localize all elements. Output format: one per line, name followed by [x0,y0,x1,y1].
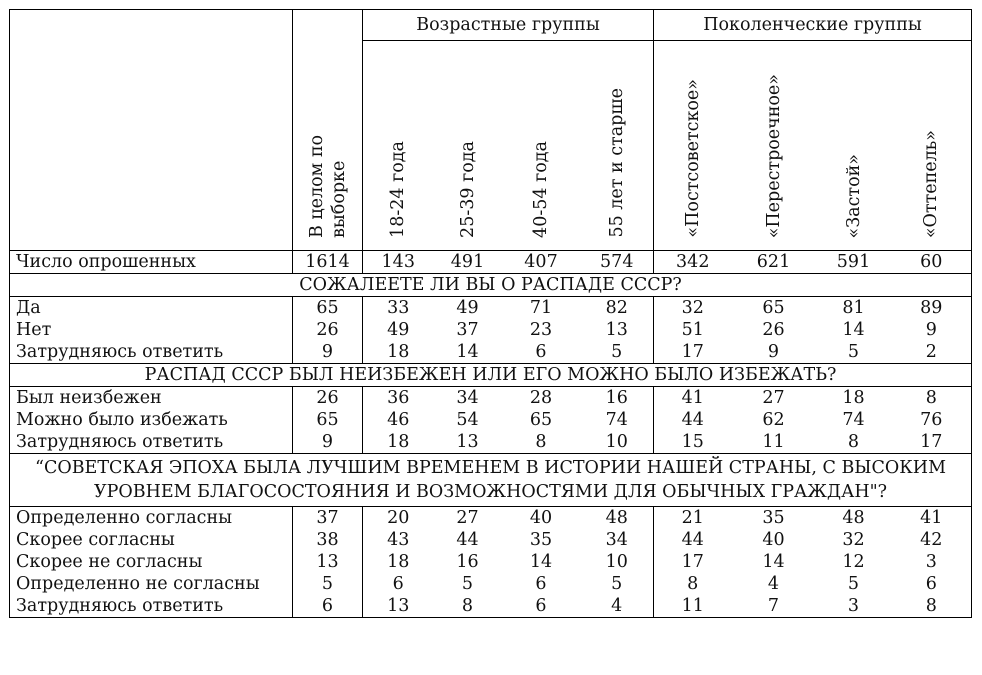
table-row [10,319,972,341]
cell-value: 18 [387,552,410,572]
cell-value: 65 [529,410,553,430]
section-header-inevitable [10,364,972,387]
table-row [10,297,972,320]
cell-value: 44 [456,530,479,550]
cell-value: 407 [502,251,581,274]
cell-value: 6 [502,595,581,618]
section-title-line-1: “СОВЕТСКАЯ ЭПОХА БЫЛА ЛУЧШИМ ВРЕМЕНЕМ В ИСТОРИИ НАШЕЙ СТРАНЫ, С ВЫСОКИМ [35,458,946,478]
cell-value: 65 [293,409,363,431]
cell-value: 1614 [293,251,363,274]
cell-value: 9 [892,319,972,341]
cell-value: 42 [892,529,972,551]
cell-value: 89 [892,297,972,320]
cell-value: 591 [816,251,892,274]
cell-value: 40 [762,530,785,550]
header-row-groups [10,10,972,41]
survey-table [9,9,972,618]
cell-value: 6 [892,573,972,595]
cell-value: 5 [461,574,474,594]
header-col-label: «Оттепель» [921,129,942,238]
cell-value: 44 [681,410,704,430]
header-col-18-24 [363,41,434,251]
cell-value: 26 [762,320,785,340]
header-col-label: 25-39 года [457,141,478,238]
cell-value: 8 [892,595,972,618]
cell-value: 4 [767,574,780,594]
cell-value: 51 [681,320,704,340]
cell-value: 49 [387,320,410,340]
cell-value: 10 [581,431,654,454]
cell-value: 35 [529,530,553,550]
header-col-label: 40-54 года [531,141,551,238]
cell-value: 33 [387,298,410,318]
cell-value: 7 [732,595,816,618]
section-title: РАСПАД СССР БЫЛ НЕИЗБЕЖЕН ИЛИ ЕГО МОЖНО БЫЛО ИЗБЕЖАТЬ? [10,364,972,387]
table-row [10,409,972,431]
header-col-zastoy [816,41,892,251]
cell-value: 34 [456,388,479,408]
table-row [10,387,972,410]
cell-value: 18 [387,432,410,452]
cell-value: 621 [732,251,816,274]
cell-value: 74 [581,409,654,431]
cell-value: 41 [892,507,972,530]
cell-value: 48 [842,508,865,528]
table-row [10,529,972,551]
section-title-line-2: УРОВНЕМ БЛАГОСОСТОЯНИЯ И ВОЗМОЖНОСТЯМИ ДЛЯ ОБЫЧНЫХ ГРАЖДАН"? [93,482,888,502]
cell-value: 12 [842,552,865,572]
cell-value: 27 [456,508,479,528]
cell-value: 71 [529,298,553,318]
row-label: Определенно не согласны [10,573,293,595]
header-col-postsoviet [654,41,732,251]
section-header-soviet-era [10,454,972,507]
table-row-respondents [10,251,972,274]
header-col-label: «Постсоветское» [682,79,703,238]
header-col-total [293,10,363,251]
row-label: Нет [10,319,293,341]
header-col-25-39 [434,41,502,251]
cell-value: 43 [387,530,410,550]
cell-value: 2 [892,341,972,364]
cell-value: 6 [535,574,547,594]
cell-value: 17 [681,552,704,572]
section-title [10,454,972,507]
cell-value: 6 [392,574,404,594]
cell-value: 74 [842,410,865,430]
cell-value: 3 [816,595,892,618]
cell-value: 9 [767,342,780,362]
cell-value: 5 [847,574,860,594]
header-col-label: «Застой» [843,153,864,238]
cell-value: 8 [687,574,699,594]
table-row [10,595,972,618]
cell-value: 8 [434,595,502,618]
table-row [10,431,972,454]
cell-value: 14 [762,552,785,572]
cell-value: 76 [892,409,972,431]
cell-value: 62 [762,410,785,430]
cell-value: 38 [293,529,363,551]
cell-value: 18 [842,388,865,408]
row-label: Был неизбежен [10,387,293,410]
cell-value: 23 [529,320,553,340]
cell-value: 4 [581,595,654,618]
cell-value: 81 [842,298,865,318]
cell-value: 37 [456,320,479,340]
row-label: Затрудняюсь ответить [10,595,293,618]
cell-value: 8 [892,387,972,410]
cell-value: 5 [293,573,363,595]
cell-value: 34 [581,529,654,551]
row-label: Определенно согласны [10,507,293,530]
cell-value: 14 [529,552,553,572]
cell-value: 40 [529,508,553,528]
cell-value: 16 [581,387,654,410]
row-label: Да [10,297,293,320]
cell-value: 60 [892,251,972,274]
section-title: СОЖАЛЕЕТЕ ЛИ ВЫ О РАСПАДЕ СССР? [10,274,972,297]
cell-value: 574 [581,251,654,274]
row-label: Затрудняюсь ответить [10,431,293,454]
cell-value: 44 [681,530,704,550]
table-row [10,573,972,595]
header-col-label: «Перестроечное» [763,73,784,238]
row-label: Затрудняюсь ответить [10,341,293,364]
header-col-label: 55 лет и старше [606,88,627,238]
cell-value: 491 [434,251,502,274]
header-col-55-plus [581,41,654,251]
cell-value: 8 [535,432,547,452]
row-label: Число опрошенных [10,251,293,274]
cell-value: 14 [842,320,865,340]
cell-value: 13 [363,595,434,618]
cell-value: 36 [387,388,410,408]
header-corner-cell [10,10,293,251]
cell-value: 143 [363,251,434,274]
header-col-40-54 [502,41,581,251]
cell-value: 27 [762,388,785,408]
cell-value: 14 [456,342,479,362]
cell-value: 41 [681,388,704,408]
header-col-perestroika [732,41,816,251]
cell-value: 10 [581,551,654,573]
cell-value: 65 [293,297,363,320]
row-label: Скорее согласны [10,529,293,551]
header-col-ottepel [892,41,972,251]
table-row [10,551,972,573]
cell-value: 11 [654,595,732,618]
row-label: Скорее не согласны [10,551,293,573]
cell-value: 26 [293,387,363,410]
cell-value: 49 [456,298,479,318]
cell-value: 13 [456,432,479,452]
table-row [10,341,972,364]
cell-value: 20 [387,508,410,528]
cell-value: 5 [847,342,860,362]
header-age-groups: Возрастные группы [363,10,654,41]
cell-value: 6 [535,342,547,362]
cell-value: 65 [762,298,785,318]
cell-value: 54 [456,410,479,430]
cell-value: 21 [681,508,704,528]
cell-value: 5 [581,341,654,364]
row-label: Можно было избежать [10,409,293,431]
cell-value: 82 [581,297,654,320]
cell-value: 5 [581,573,654,595]
cell-value: 17 [681,342,704,362]
cell-value: 16 [456,552,479,572]
cell-value: 32 [842,530,865,550]
cell-value: 13 [293,551,363,573]
cell-value: 15 [681,432,704,452]
cell-value: 46 [387,410,410,430]
cell-value: 9 [293,341,363,364]
cell-value: 3 [892,551,972,573]
cell-value: 9 [293,431,363,454]
cell-value: 342 [654,251,732,274]
cell-value: 11 [762,432,785,452]
cell-value: 48 [581,507,654,530]
cell-value: 18 [387,342,410,362]
cell-value: 26 [293,319,363,341]
cell-value: 17 [892,431,972,454]
cell-value: 8 [847,432,860,452]
cell-value: 28 [529,388,553,408]
header-col-total-label: В целом по выборке [306,134,349,238]
cell-value: 6 [293,595,363,618]
header-col-label: 18-24 года [388,141,409,238]
header-generation-groups: Поколенческие группы [654,10,972,41]
cell-value: 32 [681,298,704,318]
table-row [10,507,972,530]
cell-value: 37 [293,507,363,530]
cell-value: 13 [581,319,654,341]
cell-value: 35 [762,508,785,528]
section-header-regret [10,274,972,297]
